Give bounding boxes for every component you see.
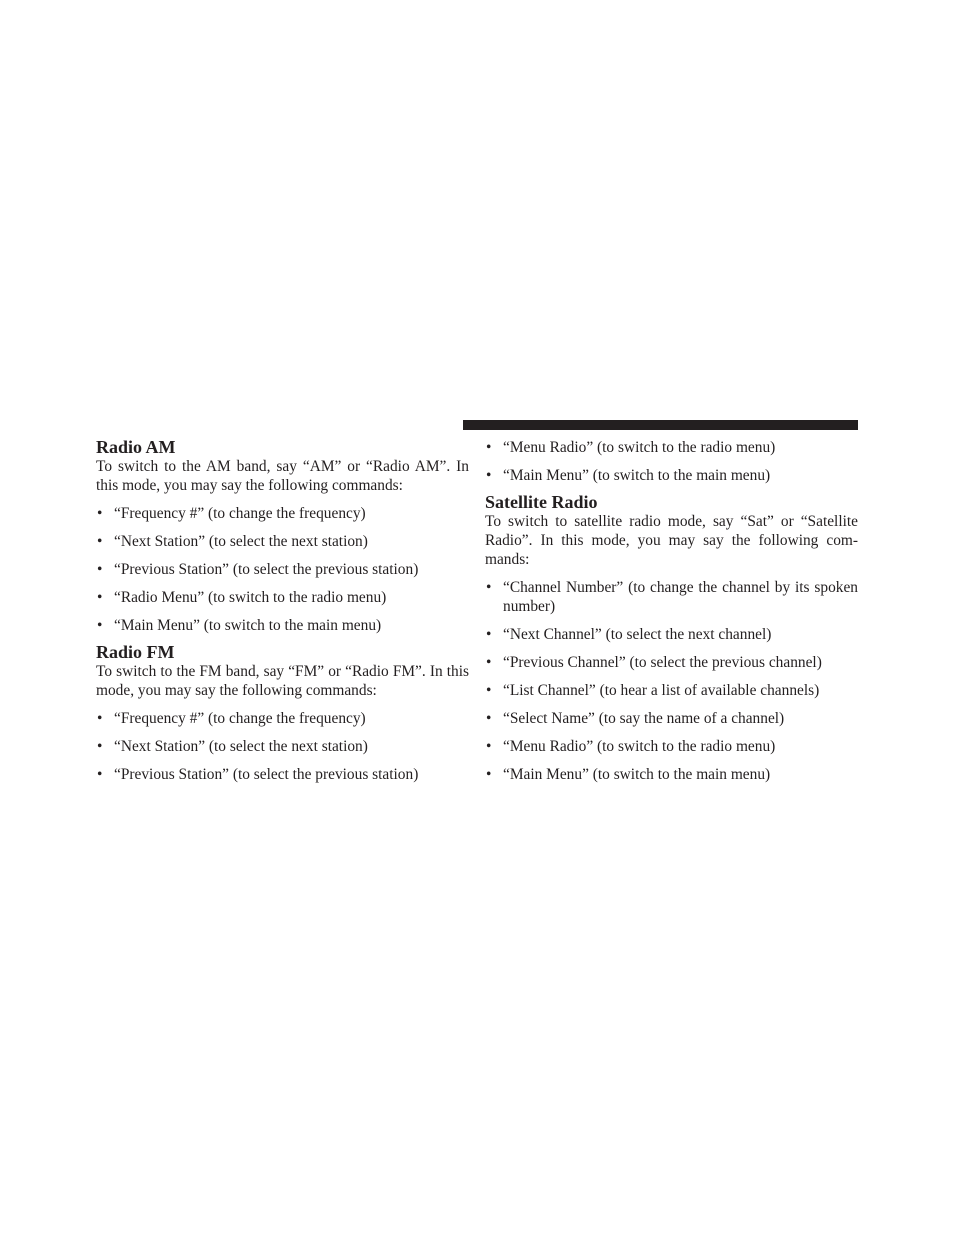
bullet-icon: • xyxy=(97,561,103,578)
command-text: “Channel Number” (to change the channel by its spoken number) xyxy=(503,579,858,615)
command-item xyxy=(485,625,858,644)
section-intro-satellite-radio: To switch to satellite radio mode, say “Sat” or “Satellite Radio”. In this mode, you may say the following com-mands: xyxy=(485,513,858,568)
command-text: “Menu Radio” (to switch to the radio menu) xyxy=(503,738,776,755)
command-item xyxy=(485,681,858,700)
bullet-icon: • xyxy=(97,533,103,550)
command-text: “Menu Radio” (to switch to the radio menu) xyxy=(503,439,776,456)
section-intro-radio-fm: To switch to the FM band, say “FM” or “Radio FM”. In this mode, you may say the following commands: xyxy=(96,663,469,699)
bullet-icon: • xyxy=(486,710,492,727)
command-item xyxy=(485,438,858,457)
command-item xyxy=(96,616,469,635)
command-item xyxy=(96,737,469,756)
bullet-icon: • xyxy=(486,439,492,456)
header-rule xyxy=(463,420,858,430)
section-heading-radio-fm: Radio FM xyxy=(96,642,175,662)
command-item xyxy=(485,466,858,485)
command-item xyxy=(96,709,469,728)
command-item xyxy=(96,588,469,607)
command-text: “Previous Channel” (to select the previous channel) xyxy=(503,654,822,671)
bullet-icon: • xyxy=(97,505,103,522)
bullet-icon: • xyxy=(97,617,103,634)
bullet-icon: • xyxy=(97,710,103,727)
bullet-icon: • xyxy=(486,654,492,671)
command-text: “Next Station” (to select the next station) xyxy=(114,738,368,755)
bullet-icon: • xyxy=(97,738,103,755)
bullet-icon: • xyxy=(486,682,492,699)
section-radio-fm xyxy=(96,643,469,784)
bullet-icon: • xyxy=(97,589,103,606)
command-item xyxy=(96,532,469,551)
command-text: “Radio Menu” (to switch to the radio menu) xyxy=(114,589,387,606)
section-heading-satellite-radio: Satellite Radio xyxy=(485,492,598,512)
bullet-icon: • xyxy=(97,766,103,783)
command-list-radio-fm xyxy=(96,709,469,784)
bullet-icon: • xyxy=(486,626,492,643)
section-radio-am xyxy=(96,438,469,635)
right-column xyxy=(485,438,858,784)
command-text: “Next Channel” (to select the next channel) xyxy=(503,626,772,643)
command-text: “Main Menu” (to switch to the main menu) xyxy=(503,467,771,484)
command-item xyxy=(485,709,858,728)
section-satellite-radio xyxy=(485,493,858,784)
bullet-icon: • xyxy=(486,766,492,783)
command-item xyxy=(485,653,858,672)
command-item xyxy=(485,737,858,756)
command-text: “Frequency #” (to change the frequency) xyxy=(114,710,366,727)
command-text: “Next Station” (to select the next station) xyxy=(114,533,368,550)
section-heading-radio-am: Radio AM xyxy=(96,437,176,457)
section-intro-radio-am: To switch to the AM band, say “AM” or “Radio AM”. In this mode, you may say the following commands: xyxy=(96,458,469,494)
command-item xyxy=(485,765,858,784)
bullet-icon: • xyxy=(486,738,492,755)
command-item xyxy=(96,765,469,784)
command-text: “Main Menu” (to switch to the main menu) xyxy=(114,617,382,634)
command-item xyxy=(96,560,469,579)
command-text: “Previous Station” (to select the previous station) xyxy=(114,561,419,578)
bullet-icon: • xyxy=(486,579,492,596)
command-text: “Frequency #” (to change the frequency) xyxy=(114,505,366,522)
bullet-icon: • xyxy=(486,467,492,484)
command-text: “Previous Station” (to select the previous station) xyxy=(114,766,419,783)
command-item xyxy=(96,504,469,523)
command-list-satellite-radio xyxy=(485,578,858,784)
command-item xyxy=(485,578,858,616)
command-text: “List Channel” (to hear a list of available channels) xyxy=(503,682,820,699)
command-list-radio-fm-continued xyxy=(485,438,858,485)
command-list-radio-am xyxy=(96,504,469,635)
command-text: “Main Menu” (to switch to the main menu) xyxy=(503,766,771,783)
left-column xyxy=(96,438,469,784)
command-text: “Select Name” (to say the name of a channel) xyxy=(503,710,785,727)
